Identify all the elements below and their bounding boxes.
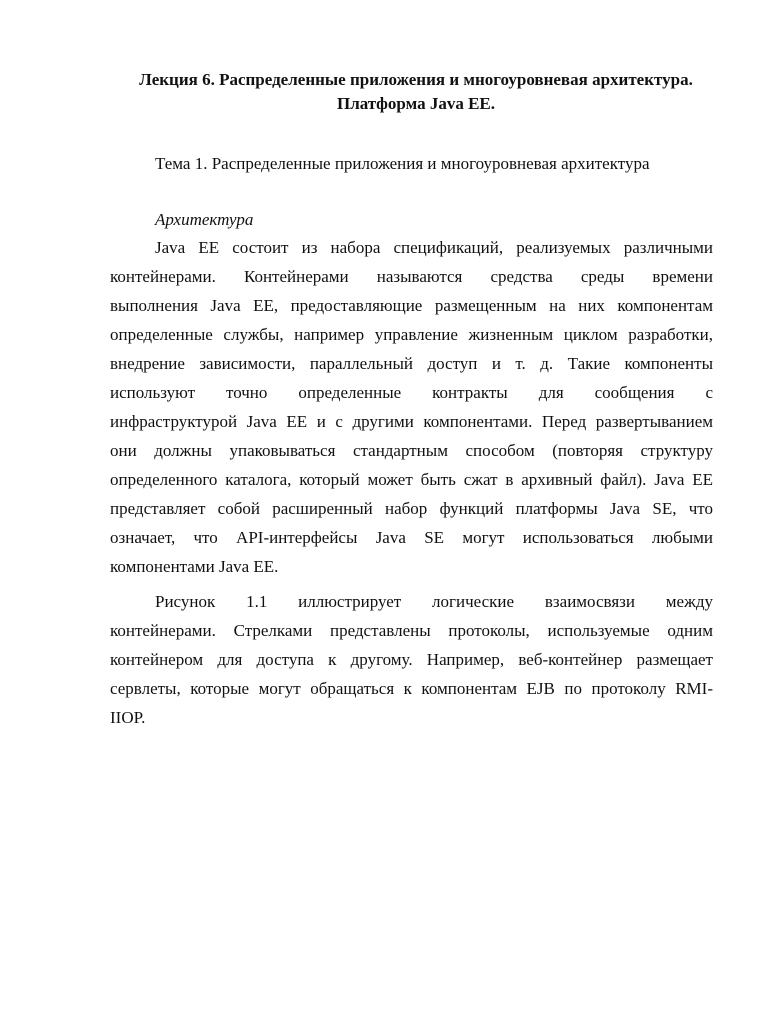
- lecture-title-line1: Лекция 6. Распределенные приложения и многоуровневая архитектура.: [139, 70, 693, 89]
- paragraph-line: контейнером для доступа к другому. Например, веб-контейнер размещает: [110, 650, 713, 669]
- paragraph-line: контейнерами. Стрелками представлены протоколы, используемые одним: [110, 621, 713, 640]
- paragraph-line: инфраструктурой Java EE и с другими компонентами. Перед развертыванием: [110, 412, 713, 431]
- paragraph-line: компонентами Java EE.: [110, 557, 279, 576]
- paragraph-line: используют точно определенные контракты для сообщения с: [110, 383, 713, 402]
- paragraph-line: они должны упаковываться стандартным способом (повторяя структуру: [110, 441, 713, 460]
- topic-heading: Тема 1. Распределенные приложения и многоуровневая архитектура: [155, 154, 650, 173]
- paragraph-line: IIOP.: [110, 708, 146, 727]
- paragraph-line: внедрение зависимости, параллельный доступ и т. д. Такие компоненты: [110, 354, 713, 373]
- lecture-title-line2: Платформа Java EE.: [336, 94, 496, 113]
- paragraph-line: Java EE состоит из набора спецификаций, реализуемых различными: [155, 238, 713, 257]
- paragraph-line: сервлеты, которые могут обращаться к компонентам EJB по протоколу RMI-: [110, 679, 713, 698]
- paragraph-line: представляет собой расширенный набор функций платформы Java SE, что: [110, 499, 713, 518]
- paragraph-line: определенные службы, например управление жизненным циклом разработки,: [110, 325, 713, 344]
- paragraph-line: означает, что API-интерфейсы Java SE могут использоваться любыми: [110, 528, 713, 547]
- paragraph-line: контейнерами. Контейнерами называются средства среды времени: [110, 267, 713, 286]
- paragraph-line: Рисунок 1.1 иллюстрирует логические взаимосвязи между: [155, 592, 713, 611]
- paragraph-java-ee-containers: [110, 233, 713, 581]
- paragraph-line: выполнения Java EE, предоставляющие размещенным на них компонентам: [110, 296, 713, 315]
- paragraph-line: определенного каталога, который может быть сжат в архивный файл). Java EE: [110, 470, 713, 489]
- section-heading-architecture: Архитектура: [155, 210, 254, 229]
- paragraph-figure-description: [110, 587, 713, 732]
